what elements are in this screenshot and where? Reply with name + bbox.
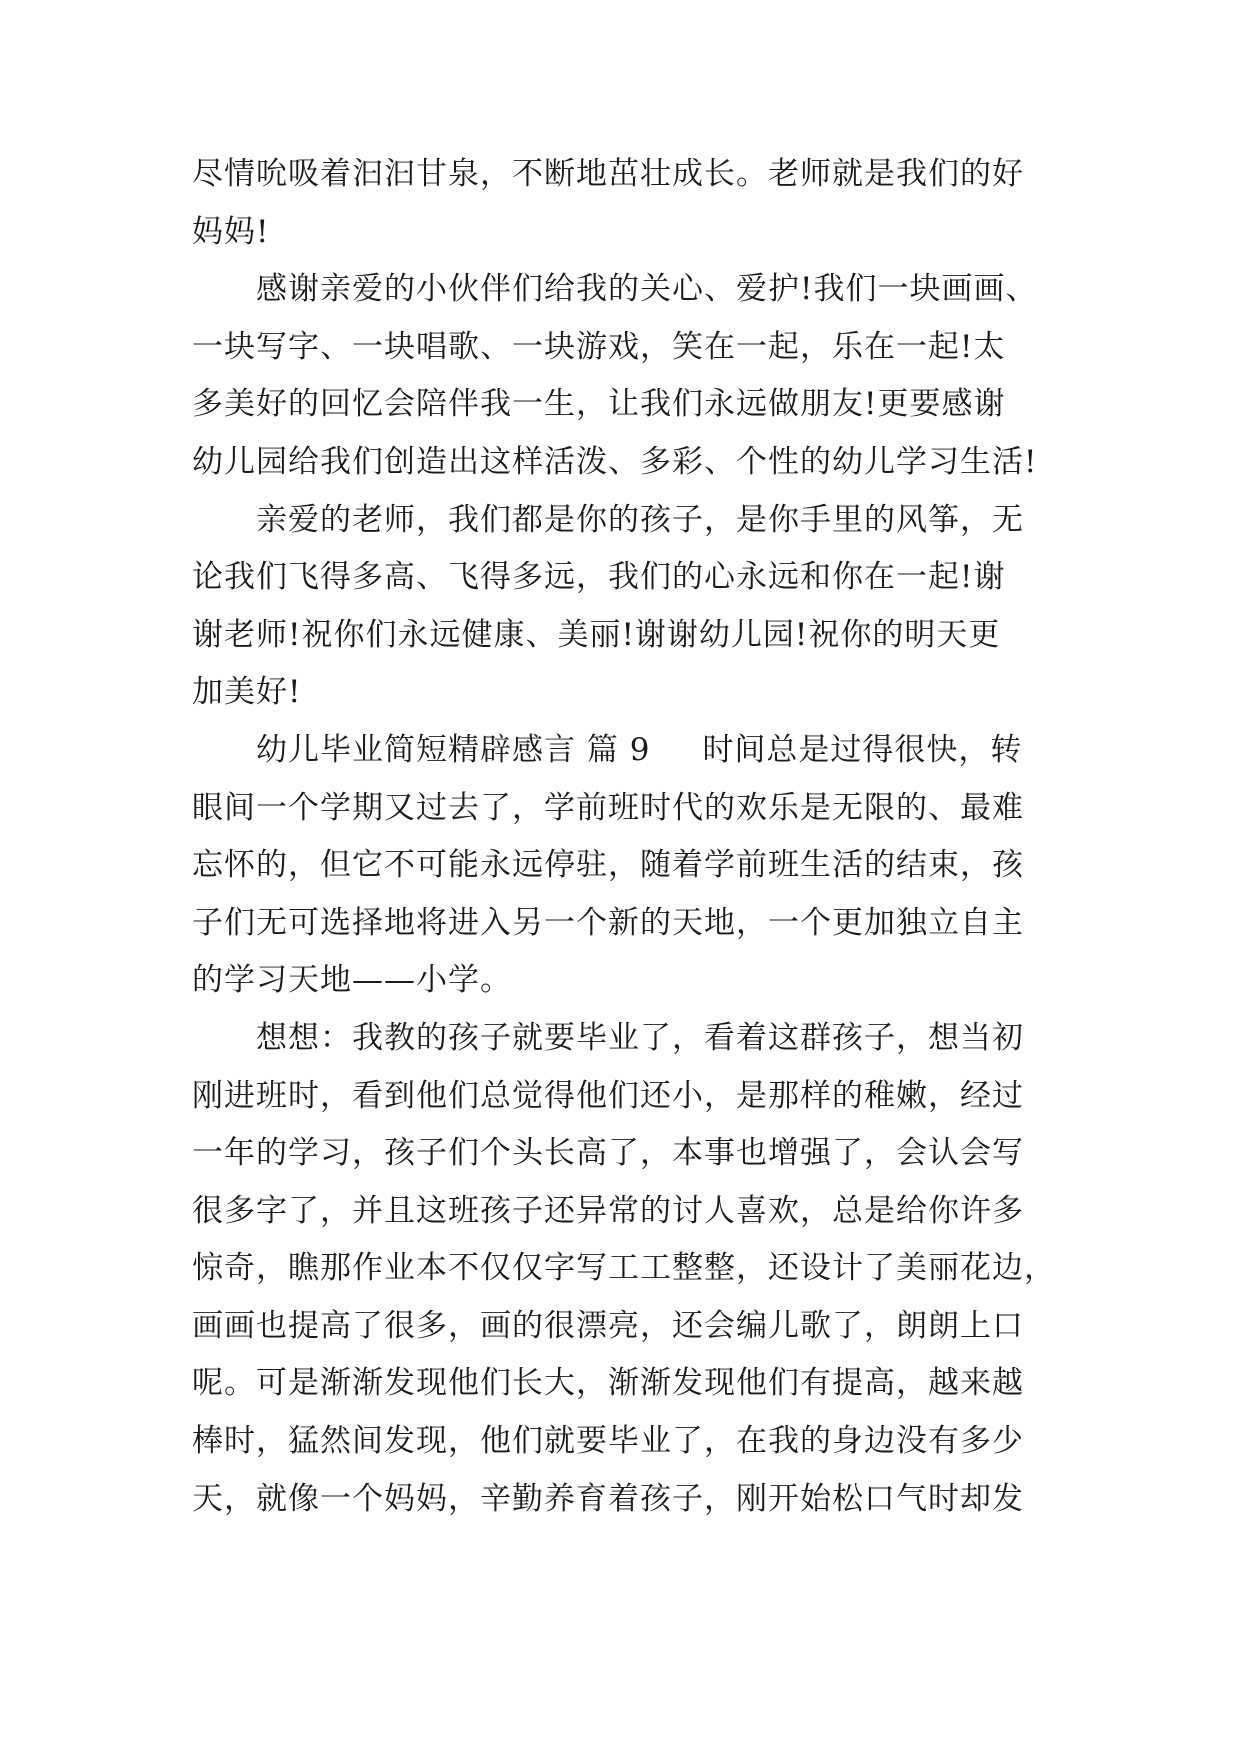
text-line: 呢。可是渐渐发现他们长大，渐渐发现他们有提高，越来越 — [192, 1365, 1024, 1402]
text-line: 很多字了，并且这班孩子还异常的讨人喜欢，总是给你许多 — [192, 1192, 1024, 1229]
text-line: 论我们飞得多高、飞得多远，我们的心永远和你在一起!谢 — [192, 559, 1006, 596]
text-line: 一块写字、一块唱歌、一块游戏，笑在一起，乐在一起!太 — [192, 328, 1006, 365]
text-line: 幼儿园给我们创造出这样活泼、多彩、个性的幼儿学习生活! — [192, 443, 1038, 480]
text-line: 亲爱的老师，我们都是你的孩子，是你手里的风筝，无 — [256, 501, 1024, 538]
text-line: 棒时，猛然间发现，他们就要毕业了，在我的身边没有多少 — [192, 1423, 1024, 1460]
document-body — [192, 146, 1062, 1528]
text-line: 谢老师!祝你们永远健康、美丽!谢谢幼儿园!祝你的明天更 — [192, 616, 1001, 653]
section-line — [192, 722, 1062, 780]
section-title: 幼儿毕业简短精辟感言 篇 9 — [256, 731, 651, 768]
text-line: 一年的学习，孩子们个头长高了，本事也增强了，会认会写 — [192, 1135, 1024, 1172]
text-line: 想想：我教的孩子就要毕业了，看着这群孩子，想当初 — [256, 1019, 1024, 1056]
text-line: 惊奇，瞧那作业本不仅仅字写工工整整，还设计了美丽花边， — [192, 1250, 1056, 1287]
text-line: 忘怀的，但它不可能永远停驻，随着学前班生活的结束，孩 — [192, 847, 1024, 884]
text-line: 加美好! — [192, 674, 302, 711]
text-line: 眼间一个学期又过去了，学前班时代的欢乐是无限的、最难 — [192, 789, 1024, 826]
text-line: 的学习天地——小学。 — [192, 962, 512, 999]
text-line: 刚进班时，看到他们总觉得他们还小，是那样的稚嫩，经过 — [192, 1077, 1024, 1114]
text-line: 天，就像一个妈妈，辛勤养育着孩子，刚开始松口气时却发 — [192, 1480, 1024, 1517]
text-line: 子们无可选择地将进入另一个新的天地，一个更加独立自主 — [192, 904, 1024, 941]
text-line: 多美好的回忆会陪伴我一生，让我们永远做朋友!更要感谢 — [192, 386, 1006, 423]
text-line: 感谢亲爱的小伙伴们给我的关心、爱护!我们一块画画、 — [256, 271, 1038, 308]
section-first-text: 时间总是过得很快，转 — [702, 731, 1023, 768]
text-line: 妈妈! — [192, 213, 270, 250]
text-line: 尽情吮吸着汩汩甘泉，不断地茁壮成长。老师就是我们的好 — [192, 156, 1024, 192]
text-line: 画画也提高了很多，画的很漂亮，还会编儿歌了，朗朗上口 — [192, 1307, 1024, 1344]
